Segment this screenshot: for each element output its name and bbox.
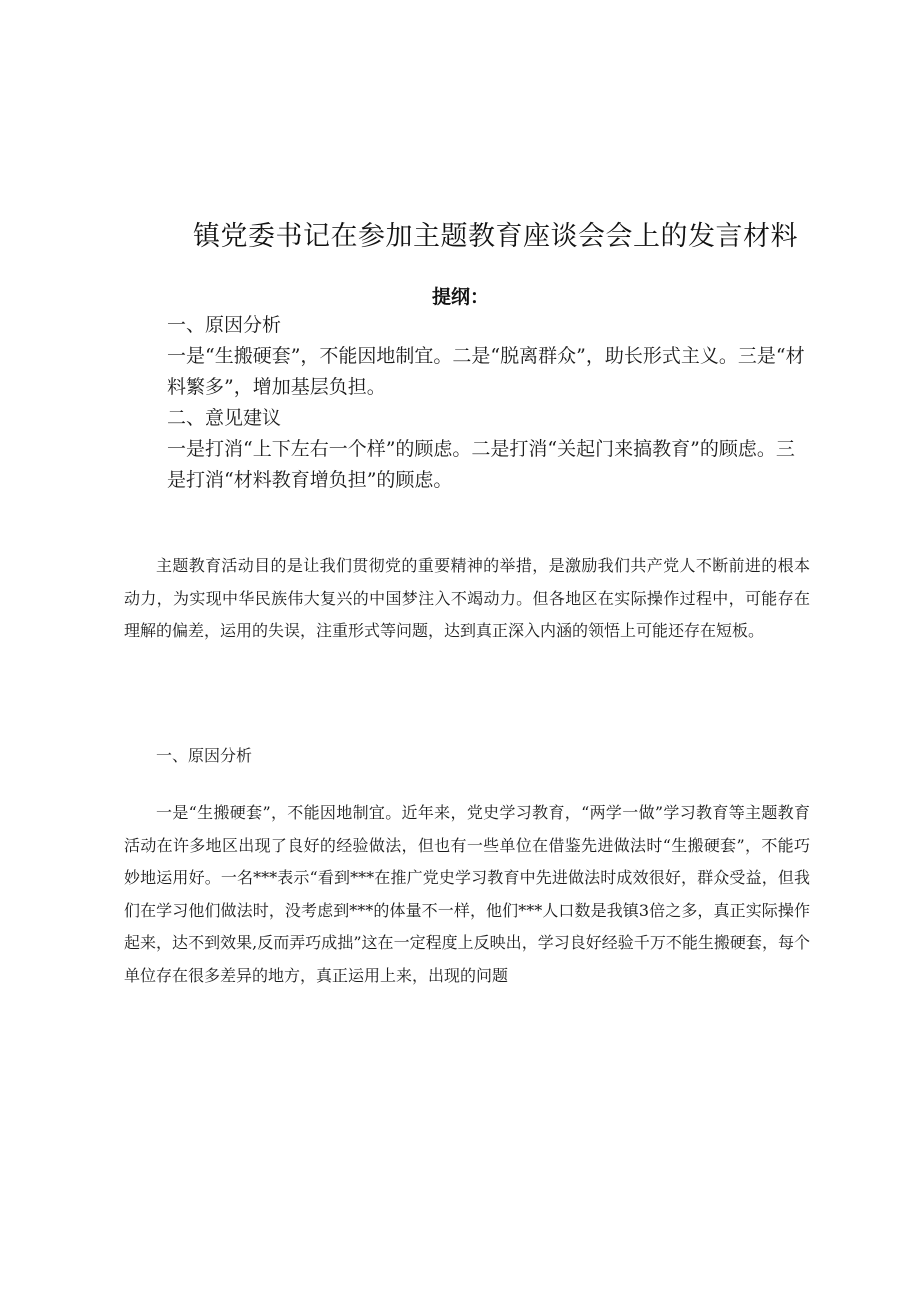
intro-paragraph: 主题教育活动目的是让我们贯彻党的重要精神的举措，是激励我们共产党人不断前进的根本动力，为实现中华民族伟大复兴的中国梦注入不竭动力。但各地区在实际操作过程中，可能存在理解的偏差，运用的失误，注重形式等问题，达到真正深入内涵的领悟上可能还存在短板。 <box>124 556 810 640</box>
section1-paragraph: 一是“生搬硬套”，不能因地制宜。近年来，党史学习教育，“两学一做”学习教育等主题教育活动在许多地区出现了良好的经验做法，但也有一些单位在借鉴先进做法时“生搬硬套”，不能巧妙地运用好。一名***表示“看到***在推广党史学习教育中先进做法时成效很好，群众受益，但我们在学习他们做法时，没考虑到***的体量不一样，他们***人口数是我镇3倍之多，真正实际操作起来，达不到效果,反而弄巧成拙”这在一定程度上反映出，学习良好经验千万不能生搬硬套，每个单位存在很多差异的地方，真正运用上来，出现的问题 <box>124 803 810 985</box>
outline-heading: 提纲： <box>432 286 490 308</box>
section1-heading: 一、原因分析 <box>156 746 253 765</box>
outline-item1-heading: 一、原因分析 <box>167 314 282 336</box>
outline-item1-text: 一是“生搬硬套”，不能因地制宜。二是“脱离群众”，助长形式主义。三是“材料繁多”，增加基层负担。 <box>167 345 805 398</box>
outline-item2-heading: 二、意见建议 <box>167 407 282 429</box>
outline <box>167 310 807 496</box>
document-title: 镇党委书记在参加主题教育座谈会会上的发言材料 <box>193 221 798 252</box>
outline-item2-text: 一是打消“上下左右一个样”的顾虑。二是打消“关起门来搞教育”的顾虑。三是打消“材料教育增负担”的顾虑。 <box>167 438 795 491</box>
